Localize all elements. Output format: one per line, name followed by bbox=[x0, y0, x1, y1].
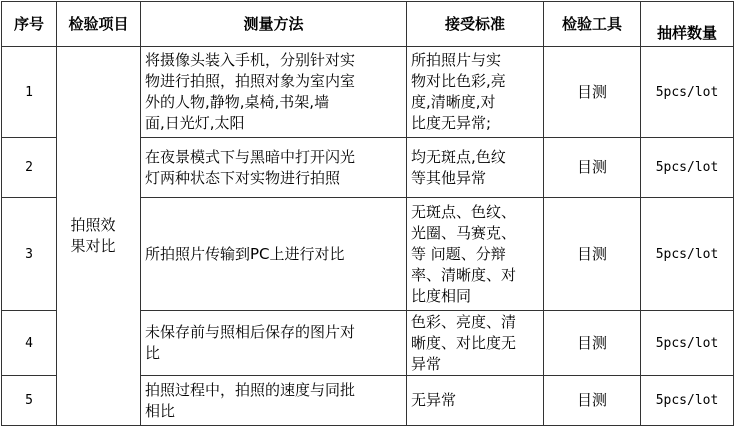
text-line: 等 问题、分辩 bbox=[411, 244, 506, 263]
method-cell bbox=[141, 311, 407, 376]
qty-cell: 5pcs/lot bbox=[641, 376, 734, 426]
criteria-cell bbox=[407, 198, 544, 311]
text-line: 等其他异常 bbox=[411, 168, 487, 187]
method-cell bbox=[141, 138, 407, 198]
method-cell bbox=[141, 376, 407, 426]
text-line: 相比 bbox=[145, 401, 176, 420]
header-tool: 检验工具 bbox=[544, 2, 641, 47]
item-cell bbox=[57, 47, 141, 426]
text-line: 光圈、马赛克、 bbox=[411, 223, 517, 242]
text-line: 未保存前与照相后保存的图片对 bbox=[145, 323, 356, 341]
text-line: 物对比色彩,亮 bbox=[411, 72, 506, 90]
tool-cell: 目测 bbox=[544, 138, 641, 198]
row-no: 1 bbox=[2, 47, 57, 138]
tool-cell: 目测 bbox=[544, 311, 641, 376]
criteria-cell bbox=[407, 376, 544, 426]
qty-cell: 5pcs/lot bbox=[641, 198, 734, 311]
tool-cell: 目测 bbox=[544, 47, 641, 138]
qty-cell: 5pcs/lot bbox=[641, 138, 734, 198]
qty-cell: 5pcs/lot bbox=[641, 47, 734, 138]
row-no: 3 bbox=[2, 198, 57, 311]
text-line: 比 bbox=[145, 344, 161, 362]
tool-cell: 目测 bbox=[544, 198, 641, 311]
criteria-cell bbox=[407, 138, 544, 198]
text-line: 所拍照片与实 bbox=[411, 51, 502, 69]
text-line: 度,清晰度,对 bbox=[411, 93, 496, 111]
table-row bbox=[2, 47, 734, 138]
header-method: 测量方法 bbox=[141, 2, 407, 47]
criteria-cell bbox=[407, 311, 544, 376]
tool-cell: 目测 bbox=[544, 376, 641, 426]
text-line: 异常 bbox=[411, 354, 442, 373]
text-line: 灯两种状态下对实物进行拍照 bbox=[145, 168, 341, 187]
text-line: 比度相同 bbox=[411, 286, 472, 305]
text-line: 率、清晰度、对 bbox=[411, 265, 517, 284]
criteria-cell bbox=[407, 47, 544, 138]
row-no: 5 bbox=[2, 376, 57, 426]
header-no: 序号 bbox=[2, 2, 57, 47]
header-qty: 抽样数量 bbox=[641, 2, 734, 47]
inspection-table bbox=[1, 1, 734, 426]
text-line: 面,日光灯,太阳 bbox=[145, 114, 245, 132]
header-row bbox=[2, 2, 734, 47]
text-line: 无斑点、色纹、 bbox=[411, 202, 517, 221]
text-line: 晰度、对比度无 bbox=[411, 333, 517, 352]
text-line: 在夜景模式下与黑暗中打开闪光 bbox=[145, 147, 356, 166]
text-line: 拍照过程中，拍照的速度与同批 bbox=[145, 380, 356, 399]
item-text: 拍照效果对比 bbox=[70, 216, 116, 255]
text-line: 无异常 bbox=[411, 391, 457, 409]
qty-cell: 5pcs/lot bbox=[641, 311, 734, 376]
text-line: 均无斑点,色纹 bbox=[411, 147, 506, 166]
text-line: 外的人物,静物,桌椅,书架,墙 bbox=[145, 93, 330, 111]
row-no: 2 bbox=[2, 138, 57, 198]
row-no: 4 bbox=[2, 311, 57, 376]
text-line: 所拍照片传输到PC上进行对比 bbox=[145, 244, 345, 263]
method-cell bbox=[141, 47, 407, 138]
text-line: 将摄像头装入手机，分别针对实 bbox=[145, 51, 356, 69]
header-criteria: 接受标准 bbox=[407, 2, 544, 47]
method-cell bbox=[141, 198, 407, 311]
text-line: 色彩、亮度、清 bbox=[411, 312, 517, 331]
text-line: 比度无异常; bbox=[411, 114, 492, 132]
header-item: 检验项目 bbox=[57, 2, 141, 47]
text-line: 物进行拍照，拍照对象为室内室 bbox=[145, 72, 356, 90]
